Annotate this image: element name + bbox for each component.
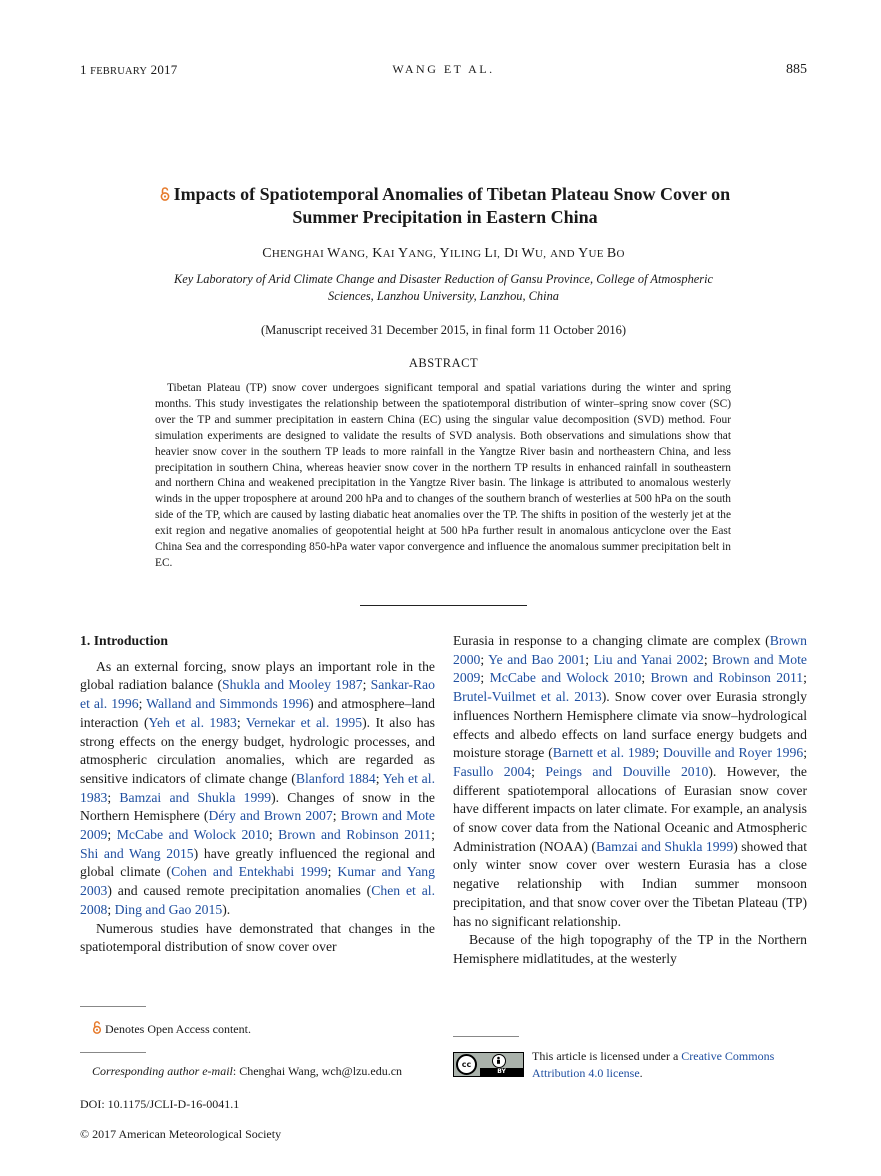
abstract-text: Tibetan Plateau (TP) snow cover undergoes significant temporal and spatial variations during the winter and spring months. This study investigates the relationship between the spatiotemporal distribution of winter–spring snow cover (SC) over the TP and summer precipitation in eastern China (EC) using the singular value decomposition (SVD) method. Four simulation experiments are designed to validate the results of SVD analysis. Both observations and simulations show that heavier snow cover in the southern TP leads to more rainfall in the Yangtze River basin and northeastern China, and less precipitation in southern China, whereas heavier snow cover in the northern TP results in enhanced rainfall in southeastern and northern China and weakened precipitation in the Yangtze River basin. The linkage is attributed to anomalous westerly winds in the upper troposphere at around 200 hPa and to changes of the southern branch of westerlies at 500 hPa on the south side of the TP, which are caused by lasting diabatic heat anomalies over the TP. The shifts in position of the westerly jet at the exit region and negative anomalies of geopotential height at 500 hPa further result in anomalous anticyclone over the East China Sea and the corresponding 850-hPa water vapor convergence and influence the anomalous summer precipitation belt in EC.	[155, 382, 731, 569]
section-heading-introduction: 1. Introduction	[80, 633, 168, 648]
citation-link[interactable]: Chen et al. 2008	[80, 883, 435, 917]
citation-link[interactable]: Shi and Wang 2015	[80, 845, 194, 861]
citation-link[interactable]: Ding and Gao 2015	[114, 901, 223, 917]
author: YILING LI,	[439, 246, 501, 261]
page-number: 885	[786, 62, 807, 77]
citation-link[interactable]: Cohen and Entekhabi 1999	[171, 864, 328, 880]
cc-by-badge[interactable]	[453, 1052, 524, 1077]
affiliation: Key Laboratory of Arid Climate Change and Disaster Reduction of Gansu Province, College of Atmospheric Sciences, Lanzhou University, Lanzhou, China	[173, 272, 714, 303]
citation-link[interactable]: Peings and Douville 2010	[545, 763, 709, 779]
title-line-2: Summer Precipitation in Eastern China	[292, 207, 598, 227]
citation-link[interactable]: Barnett et al. 1989	[552, 745, 656, 761]
footnote-rule	[453, 1036, 519, 1037]
citation-link[interactable]: Brown and Robinson 2011	[278, 827, 432, 843]
paragraph: Eurasia in response to a changing climate are complex (Brown 2000; Ye and Bao 2001; Liu and Yanai 2002; Brown and Mote 2009; McCabe and Wolock 2010; Brown and Robinson 2011; Brutel-Vuilmet et al. 2013). Snow cover over Eurasia strongly influences Northern Hemisphere climate via snow–hydrological effects and albedo effects on land surface energy budgets and moisture storage (Barnett et al. 1989; Douville and Royer 1996; Fasullo 2004; Peings and Douville 2010). However, the different spatiotemporal allocations of Eurasian snow cover have different impacts on later climate. For example, an analysis of snow cover data from the National Oceanic and Atmospheric Administration (NOAA) (Bamzai and Shukla 1999) showed that only winter snow cover over western Eurasia has a close negative relationship with Indian summer monsoon precipitation, and that snow cover over the Tibetan Plateau (TP) has no significant relationship.	[453, 633, 808, 929]
citation-link[interactable]: Brutel-Vuilmet et al. 2013	[453, 689, 602, 705]
running-head	[80, 62, 807, 80]
author: YUE BO	[578, 246, 625, 261]
citation-link[interactable]: Brown 2000	[453, 633, 807, 667]
license-notice: This article is licensed under a Creative Commons Attribution 4.0 license.	[532, 1049, 775, 1080]
author-connector: AND	[550, 248, 575, 260]
citation-link[interactable]: Douville and Royer 1996	[663, 745, 804, 761]
cc-by-label: BY	[480, 1068, 523, 1076]
citation-link[interactable]: Kumar and Yang 2003	[80, 864, 435, 899]
author-list	[80, 246, 807, 262]
citation-link[interactable]: Bamzai and Shukla 1999	[119, 789, 272, 805]
citation-link[interactable]: Blanford 1884	[295, 770, 376, 786]
author: CHENGHAI WANG,	[262, 246, 369, 261]
citation-link[interactable]: Brown and Robinson 2011	[650, 670, 804, 686]
paragraph: Numerous studies have demonstrated that changes in the spatiotemporal distribution of snow cover over	[80, 920, 435, 955]
citation-link[interactable]: Bamzai and Shukla 1999	[595, 838, 734, 854]
open-access-icon	[92, 1021, 102, 1034]
open-access-footnote: Denotes Open Access content.	[92, 1021, 251, 1037]
section-divider	[360, 605, 527, 606]
author: KAI YANG,	[372, 246, 437, 261]
citation-link[interactable]: Walland and Simmonds 1996	[146, 696, 310, 712]
citation-link[interactable]: McCabe and Wolock 2010	[116, 827, 269, 843]
right-column	[453, 632, 807, 969]
footnote-rule	[80, 1006, 146, 1007]
citation-link[interactable]: Yeh et al. 1983	[148, 714, 237, 730]
open-access-icon	[160, 188, 174, 204]
citation-link[interactable]: Vernekar et al. 1995	[245, 714, 363, 730]
left-column	[80, 632, 435, 957]
citation-link[interactable]: Déry and Brown 2007	[208, 808, 333, 824]
running-head-authors: WANG ET AL.	[392, 62, 495, 76]
citation-link[interactable]: Sankar-Rao et al. 1996	[80, 677, 435, 712]
license-link[interactable]: Creative Commons Attribution 4.0 license	[532, 1049, 775, 1080]
citation-link[interactable]: Yeh et al. 1983	[80, 770, 435, 805]
cc-icon: cc	[456, 1054, 477, 1075]
citation-link[interactable]: McCabe and Wolock 2010	[489, 670, 642, 686]
paragraph: Because of the high topography of the TP in the Northern Hemisphere midlatitudes, at the westerly	[453, 932, 807, 966]
running-head-month: FEBRUARY	[90, 66, 148, 77]
article-title	[90, 184, 800, 228]
citation-link[interactable]: Brown and Mote 2009	[80, 808, 435, 843]
doi: DOI: 10.1175/JCLI-D-16-0041.1	[80, 1097, 240, 1111]
copyright: © 2017 American Meteorological Society	[80, 1127, 282, 1141]
attribution-person-icon	[492, 1054, 506, 1068]
corresponding-author: Corresponding author e-mail: Chenghai Wang, wch@lzu.edu.cn	[92, 1064, 403, 1078]
running-head-date: 1 FEBRUARY 2017	[80, 62, 178, 77]
abstract-heading: ABSTRACT	[408, 356, 479, 370]
manuscript-dates: (Manuscript received 31 December 2015, in final form 11 October 2016)	[260, 323, 627, 337]
author: DI WU,	[504, 246, 547, 261]
citation-link[interactable]: Brown and Mote 2009	[453, 651, 807, 686]
footnote-rule	[80, 1052, 146, 1053]
citation-link[interactable]: Shukla and Mooley 1987	[222, 677, 363, 693]
citation-link[interactable]: Liu and Yanai 2002	[593, 651, 704, 667]
citation-link[interactable]: Fasullo 2004	[453, 763, 532, 779]
citation-link[interactable]: Ye and Bao 2001	[488, 651, 586, 667]
paragraph: As an external forcing, snow plays an important role in the global radiation balance (Shukla and Mooley 1987; Sankar-Rao et al. 1996; Walland and Simmonds 1996) and atmosphere–land interaction (Yeh et al. 1983; Vernekar et al. 1995). It also has strong effects on the energy budget, hydrologic processes, and atmospheric circulation anomalies, which are regarded as sensitive indicators of climate change (Blanford 1884; Yeh et al. 1983; Bamzai and Shukla 1999). Changes of snow in the Northern Hemisphere (Déry and Brown 2007; Brown and Mote 2009; McCabe and Wolock 2010; Brown and Robinson 2011; Shi and Wang 2015) have greatly influenced the regional and global climate (Cohen and Entekhabi 1999; Kumar and Yang 2003) and caused remote precipitation anomalies (Chen et al. 2008; Ding and Gao 2015).	[80, 658, 435, 917]
title-line-1: Impacts of Spatiotemporal Anomalies of Tibetan Plateau Snow Cover on	[173, 184, 731, 204]
